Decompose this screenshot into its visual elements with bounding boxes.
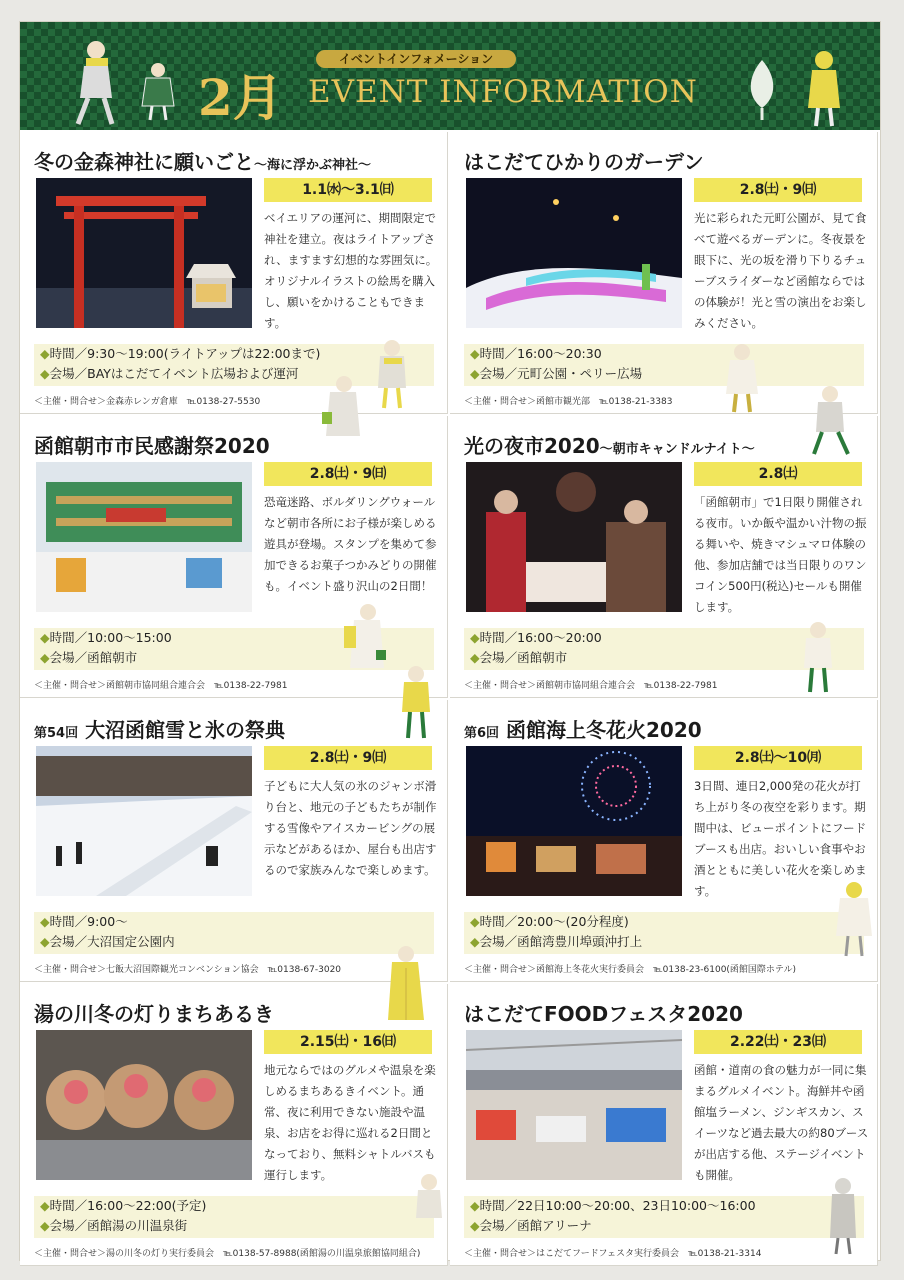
- person-illustration: [826, 1176, 860, 1256]
- event-info-box: [34, 1196, 434, 1238]
- event-organizer: ＜主催・問合せ＞はこだてフードフェスタ実行委員会 ℡0138-21-3314: [464, 1249, 762, 1259]
- event-info-box: [464, 912, 864, 954]
- event-description: 子どもに大人気の氷のジャンボ滑り台と、地元の子どもたちが制作する雪像やアイスカービングの展示などがあるほか、屋台も出店するので家族みんなで楽しめます。: [264, 779, 437, 877]
- event-title: 第54回 大沼函館雪と氷の祭典: [34, 718, 286, 742]
- event-venue: 会場／函館朝市: [49, 650, 138, 665]
- event-info-box: [464, 344, 864, 386]
- event-organizer: ＜主催・問合せ＞函館朝市協同組合連合会 ℡0138-22-7981: [34, 681, 288, 691]
- event-time: 時間／10:00〜15:00: [49, 630, 172, 645]
- event-time: 時間／16:00〜20:30: [479, 346, 602, 361]
- event-date: 2.8㈯〜10㈪: [694, 746, 862, 770]
- person-illustration: [832, 880, 876, 960]
- event-venue: 会場／元町公園・ペリー広場: [479, 366, 643, 381]
- event-title: 湯の川冬の灯りまちあるき: [34, 1002, 274, 1026]
- diamond-icon: ◆: [40, 914, 50, 929]
- event-title: 冬の金森神社に願いごと〜海に浮かぶ神社〜: [34, 150, 372, 174]
- header-banner: [20, 22, 880, 130]
- event-title: はこだてFOODフェスタ2020: [464, 1002, 743, 1026]
- person-illustration: [382, 944, 428, 1028]
- diamond-icon: ◆: [40, 630, 50, 645]
- walking-person-illustration: [64, 36, 124, 126]
- event-photo-arena: [466, 1030, 682, 1180]
- header-title: EVENT INFORMATION: [308, 74, 698, 110]
- event-venue: 会場／函館アリーナ: [479, 1218, 592, 1233]
- event-date: 2.8㈯・9㈰: [264, 462, 432, 486]
- event-title: 函館朝市市民感謝祭2020: [34, 434, 270, 458]
- diamond-icon: ◆: [470, 1198, 480, 1213]
- person-illustration: [372, 338, 412, 410]
- event-time: 時間／9:30〜19:00(ライトアップは22:00まで): [49, 346, 321, 361]
- diamond-icon: ◆: [40, 1198, 50, 1213]
- event-organizer: ＜主催・問合せ＞七飯大沼国際観光コンベンション協会 ℡0138-67-3020: [34, 965, 342, 975]
- event-venue: 会場／BAYはこだてイベント広場および運河: [49, 366, 299, 381]
- event-date: 1.1㈬〜3.1㈰: [264, 178, 432, 202]
- person-illustration: [798, 620, 838, 696]
- event-time: 時間／20:00〜(20分程度): [479, 914, 629, 929]
- person-illustration: [804, 384, 856, 456]
- event-date: 2.8㈯・9㈰: [694, 178, 862, 202]
- event-description: 恐竜迷路、ボルダリングウォールなど朝市各所にお子様が楽しめる遊具が登場。スタンプを集めて参加できるお菓子つかみどりの開催も。イベント盛り沢山の2日間！: [264, 495, 437, 593]
- event-photo-shrine: [36, 178, 252, 328]
- person-illustration: [412, 1172, 446, 1228]
- event-time: 時間／22日10:00〜20:00、23日10:00〜16:00: [479, 1198, 756, 1213]
- event-card-food-festa: [450, 984, 878, 1266]
- event-title: 第6回 函館海上冬花火2020: [464, 718, 702, 742]
- tree-icon: [742, 56, 782, 122]
- event-venue: 会場／大沼国定公園内: [49, 934, 175, 949]
- diamond-icon: ◆: [40, 934, 50, 949]
- event-card-winter-fireworks: [450, 700, 878, 982]
- event-card-hikari-garden: [450, 132, 878, 414]
- person-with-bag-illustration: [320, 374, 366, 448]
- person-in-coat-illustration: [802, 48, 846, 128]
- event-date: 2.15㈯・16㈰: [264, 1030, 432, 1054]
- event-title: はこだてひかりのガーデン: [464, 150, 704, 174]
- diamond-icon: ◆: [470, 1218, 480, 1233]
- event-description: 地元ならではのグルメや温泉を楽しめるまちあるきイベント。通常、夜に利用できない施設や温泉、お店をお得に巡れる2日間となっており、無料シャトルバスも運行します。: [264, 1063, 436, 1182]
- diamond-icon: ◆: [470, 934, 480, 949]
- event-date: 2.8㈯・9㈰: [264, 746, 432, 770]
- person-illustration: [342, 602, 392, 682]
- event-organizer: ＜主催・問合せ＞湯の川冬の灯り実行委員会 ℡0138-57-8988(函館湯の川温泉旅館協同組合): [34, 1249, 421, 1259]
- diamond-icon: ◆: [40, 1218, 50, 1233]
- event-time: 時間／16:00〜20:00: [479, 630, 602, 645]
- header-subtitle: イベントインフォメーション: [316, 50, 516, 68]
- event-description: 「函館朝市」で1日限り開催される夜市。いか飯や温かい汁物の振る舞いや、焼きマシュマロ体験の他、参加店舗では当日限りのワンコイン500円(税込)セールも開催します。: [694, 495, 867, 614]
- diamond-icon: ◆: [470, 346, 480, 361]
- event-description: ベイエリアの運河に、期間限定で神社を建立。夜はライトアップされ、ますます幻想的な雰囲気に。オリジナルイラストの絵馬を購入し、願いをかけることもできます。: [264, 211, 438, 330]
- diamond-icon: ◆: [40, 346, 50, 361]
- event-info-box: [34, 912, 434, 954]
- event-photo-fireworks: [466, 746, 682, 896]
- event-card-onuma-snow-festival: [20, 700, 448, 982]
- event-title: 光の夜市2020〜朝市キャンドルナイト〜: [464, 434, 755, 458]
- event-photo-ice-slide: [36, 746, 252, 896]
- event-venue: 会場／函館湯の川温泉街: [49, 1218, 188, 1233]
- event-description: 光に彩られた元町公園が、見て食べて遊べるガーデンに。冬夜景を眼下に、光の坂を滑り下りるチューブスライダーなど函館ならではの体験が！光と雪の演出をお楽しみください。: [694, 211, 867, 330]
- diamond-icon: ◆: [470, 630, 480, 645]
- event-time: 時間／16:00〜22:00(予定): [49, 1198, 207, 1213]
- event-venue: 会場／函館朝市: [479, 650, 568, 665]
- event-photo-night-market: [466, 462, 682, 612]
- diamond-icon: ◆: [470, 650, 480, 665]
- child-illustration: [138, 60, 178, 122]
- diamond-icon: ◆: [40, 650, 50, 665]
- person-illustration: [720, 342, 764, 414]
- person-illustration: [396, 664, 436, 742]
- event-date: 2.22㈯・23㈰: [694, 1030, 862, 1054]
- event-organizer: ＜主催・問合せ＞函館海上冬花火実行委員会 ℡0138-23-6100(函館国際ホテル): [464, 965, 796, 975]
- event-info-box: [464, 1196, 864, 1238]
- event-organizer: ＜主催・問合せ＞金森赤レンガ倉庫 ℡0138-27-5530: [34, 397, 261, 407]
- diamond-icon: ◆: [40, 366, 50, 381]
- diamond-icon: ◆: [470, 366, 480, 381]
- event-time: 時間／9:00〜: [49, 914, 128, 929]
- event-description: 函館・道南の食の魅力が一同に集まるグルメイベント。海鮮丼や函館塩ラーメン、ジンギスカン、スイーツなど過去最大の約80ブースが出店する他、ステージイベントも開催。: [694, 1063, 869, 1182]
- event-photo-light-garden: [466, 178, 682, 328]
- diamond-icon: ◆: [470, 914, 480, 929]
- header-month: 2月: [198, 68, 283, 127]
- event-photo-monkeys: [36, 1030, 252, 1180]
- event-sheet: [20, 22, 880, 1260]
- event-description: 3日間、連日2,000発の花火が打ち上がり冬の夜空を彩ります。期間中は、ビューポイントにフードブースも出店。おいしい食事やお酒とともに美しい花火を楽しめます。: [694, 779, 867, 898]
- event-venue: 会場／函館湾豊川埠頭沖打上: [479, 934, 643, 949]
- event-date: 2.8㈯: [694, 462, 862, 486]
- event-organizer: ＜主催・問合せ＞函館朝市協同組合連合会 ℡0138-22-7981: [464, 681, 718, 691]
- event-photo-dinosaur-maze: [36, 462, 252, 612]
- event-organizer: ＜主催・問合せ＞函館市観光部 ℡0138-21-3383: [464, 397, 673, 407]
